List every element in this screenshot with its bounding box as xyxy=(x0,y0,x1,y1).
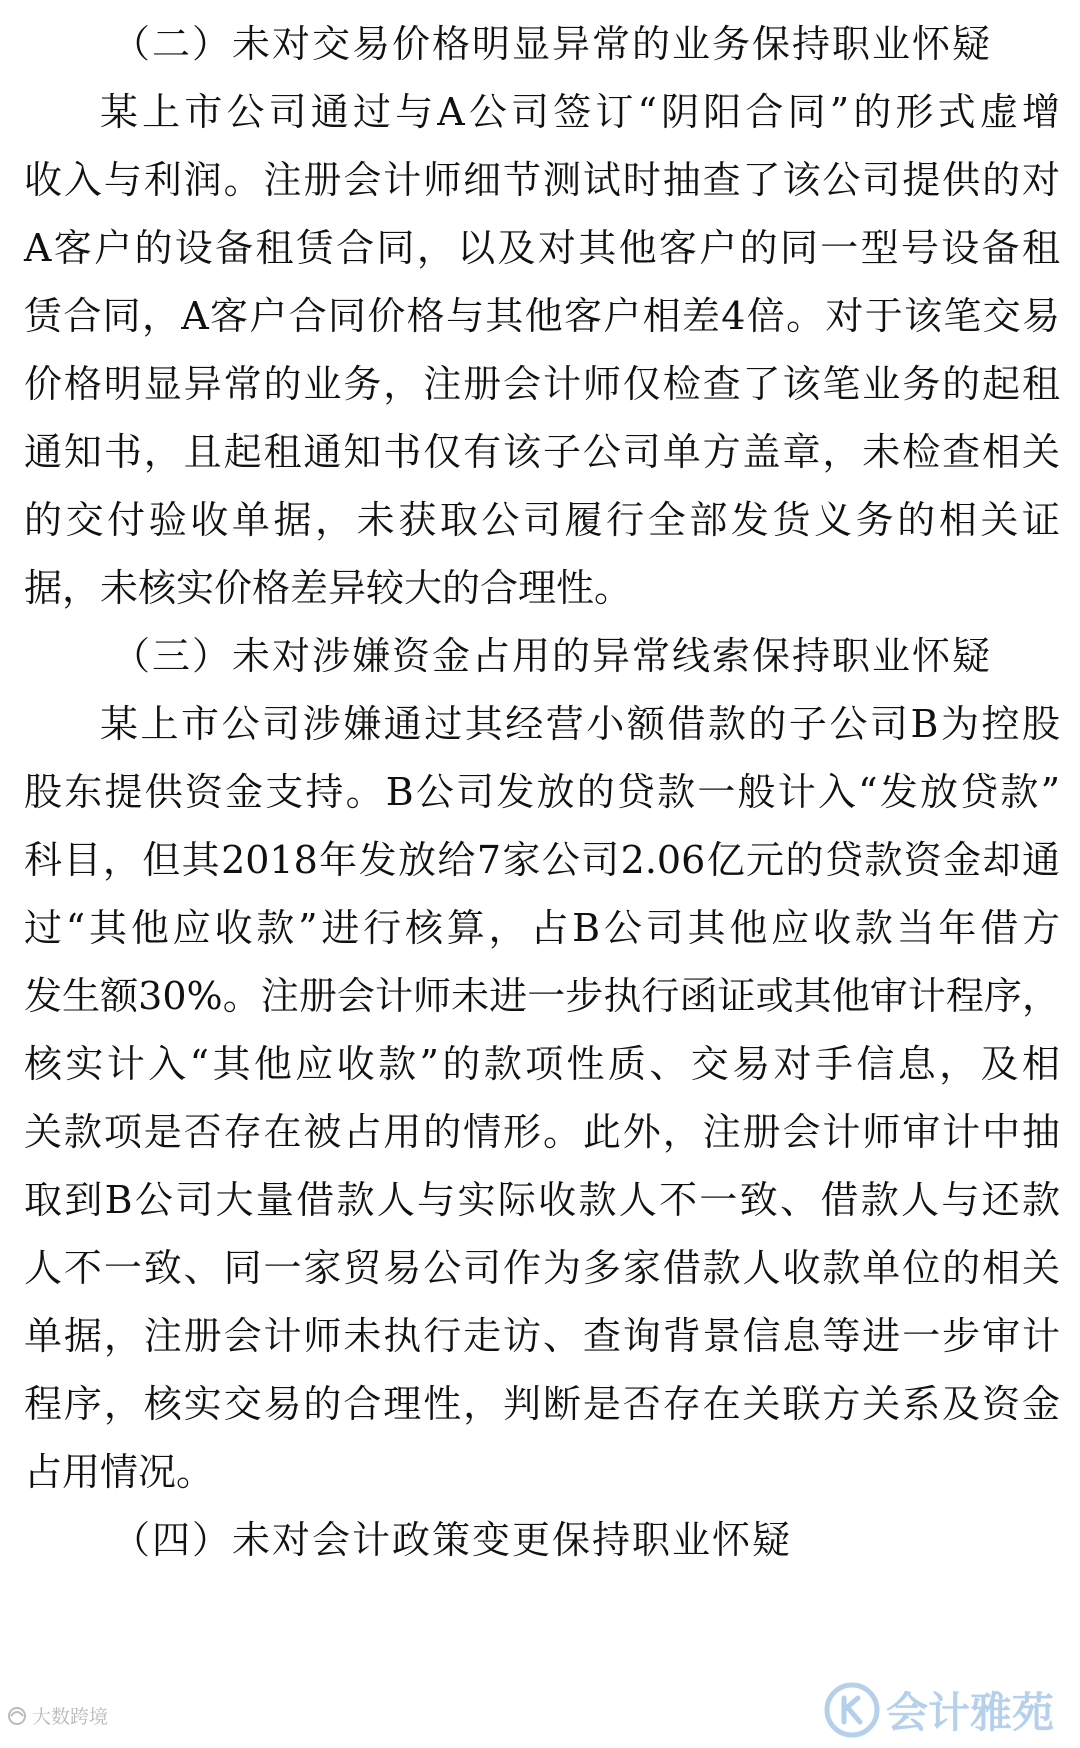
section-4-heading: （四）未对会计政策变更保持职业怀疑 xyxy=(112,1518,793,1562)
text-line: 某上市公司通过与A公司签订“阴阳合同”的形式虚增 xyxy=(100,90,1060,134)
text-line: 股东提供资金支持。B公司发放的贷款一般计入“发放贷款” xyxy=(24,770,1060,814)
text-line: 通知书，且起租通知书仅有该子公司单方盖章，未检查相关 xyxy=(24,430,1060,474)
section-2-heading: （二）未对交易价格明显异常的业务保持职业怀疑 xyxy=(112,22,993,66)
camera-swirl-icon xyxy=(6,1705,28,1727)
section-3-heading: （三）未对涉嫌资金占用的异常线索保持职业怀疑 xyxy=(112,634,993,678)
text-line: 发生额30%。注册会计师未进一步执行函证或其他审计程序， xyxy=(24,974,1060,1018)
text-line: 核实计入“其他应收款”的款项性质、交易对手信息，及相 xyxy=(24,1042,1060,1086)
document-page xyxy=(24,10,1060,1574)
text-line: A客户的设备租赁合同，以及对其他客户的同一型号设备租 xyxy=(24,226,1060,270)
watermark-left xyxy=(6,1702,108,1729)
watermark-right-text: 会计雅苑 xyxy=(885,1688,1054,1737)
text-line: 据，未核实价格差异较大的合理性。 xyxy=(24,566,633,610)
text-line: 收入与利润。注册会计师细节测试时抽查了该公司提供的对 xyxy=(24,158,1060,202)
watermark-right xyxy=(824,1680,1054,1740)
text-line: 取到B公司大量借款人与实际收款人不一致、借款人与还款 xyxy=(24,1178,1060,1222)
text-line: 关款项是否存在被占用的情形。此外，注册会计师审计中抽 xyxy=(24,1110,1060,1154)
text-line: 的交付验收单据，未获取公司履行全部发货义务的相关证 xyxy=(24,498,1060,542)
text-line: 程序，核实交易的合理性，判断是否存在关联方关系及资金 xyxy=(24,1382,1060,1426)
text-line: 人不一致、同一家贸易公司作为多家借款人收款单位的相关 xyxy=(24,1246,1060,1290)
text-line: 过“其他应收款”进行核算，占B公司其他应收款当年借方 xyxy=(24,906,1060,950)
text-line: 某上市公司涉嫌通过其经营小额借款的子公司B为控股 xyxy=(100,702,1060,746)
watermark-left-text: 大数跨境 xyxy=(32,1706,109,1728)
section-3-paragraph xyxy=(24,690,1060,1506)
text-line: 赁合同，A客户合同价格与其他客户相差4倍。对于该笔交易 xyxy=(24,294,1060,338)
text-line: 价格明显异常的业务，注册会计师仅检查了该笔业务的起租 xyxy=(24,362,1060,406)
text-line: 单据，注册会计师未执行走访、查询背景信息等进一步审计 xyxy=(24,1314,1060,1358)
text-line: 占用情况。 xyxy=(24,1450,215,1494)
text-line: 科目，但其2018年发放给7家公司2.06亿元的贷款资金却通 xyxy=(24,838,1060,882)
kj-logo-icon xyxy=(824,1682,880,1738)
section-2-paragraph xyxy=(24,78,1060,622)
